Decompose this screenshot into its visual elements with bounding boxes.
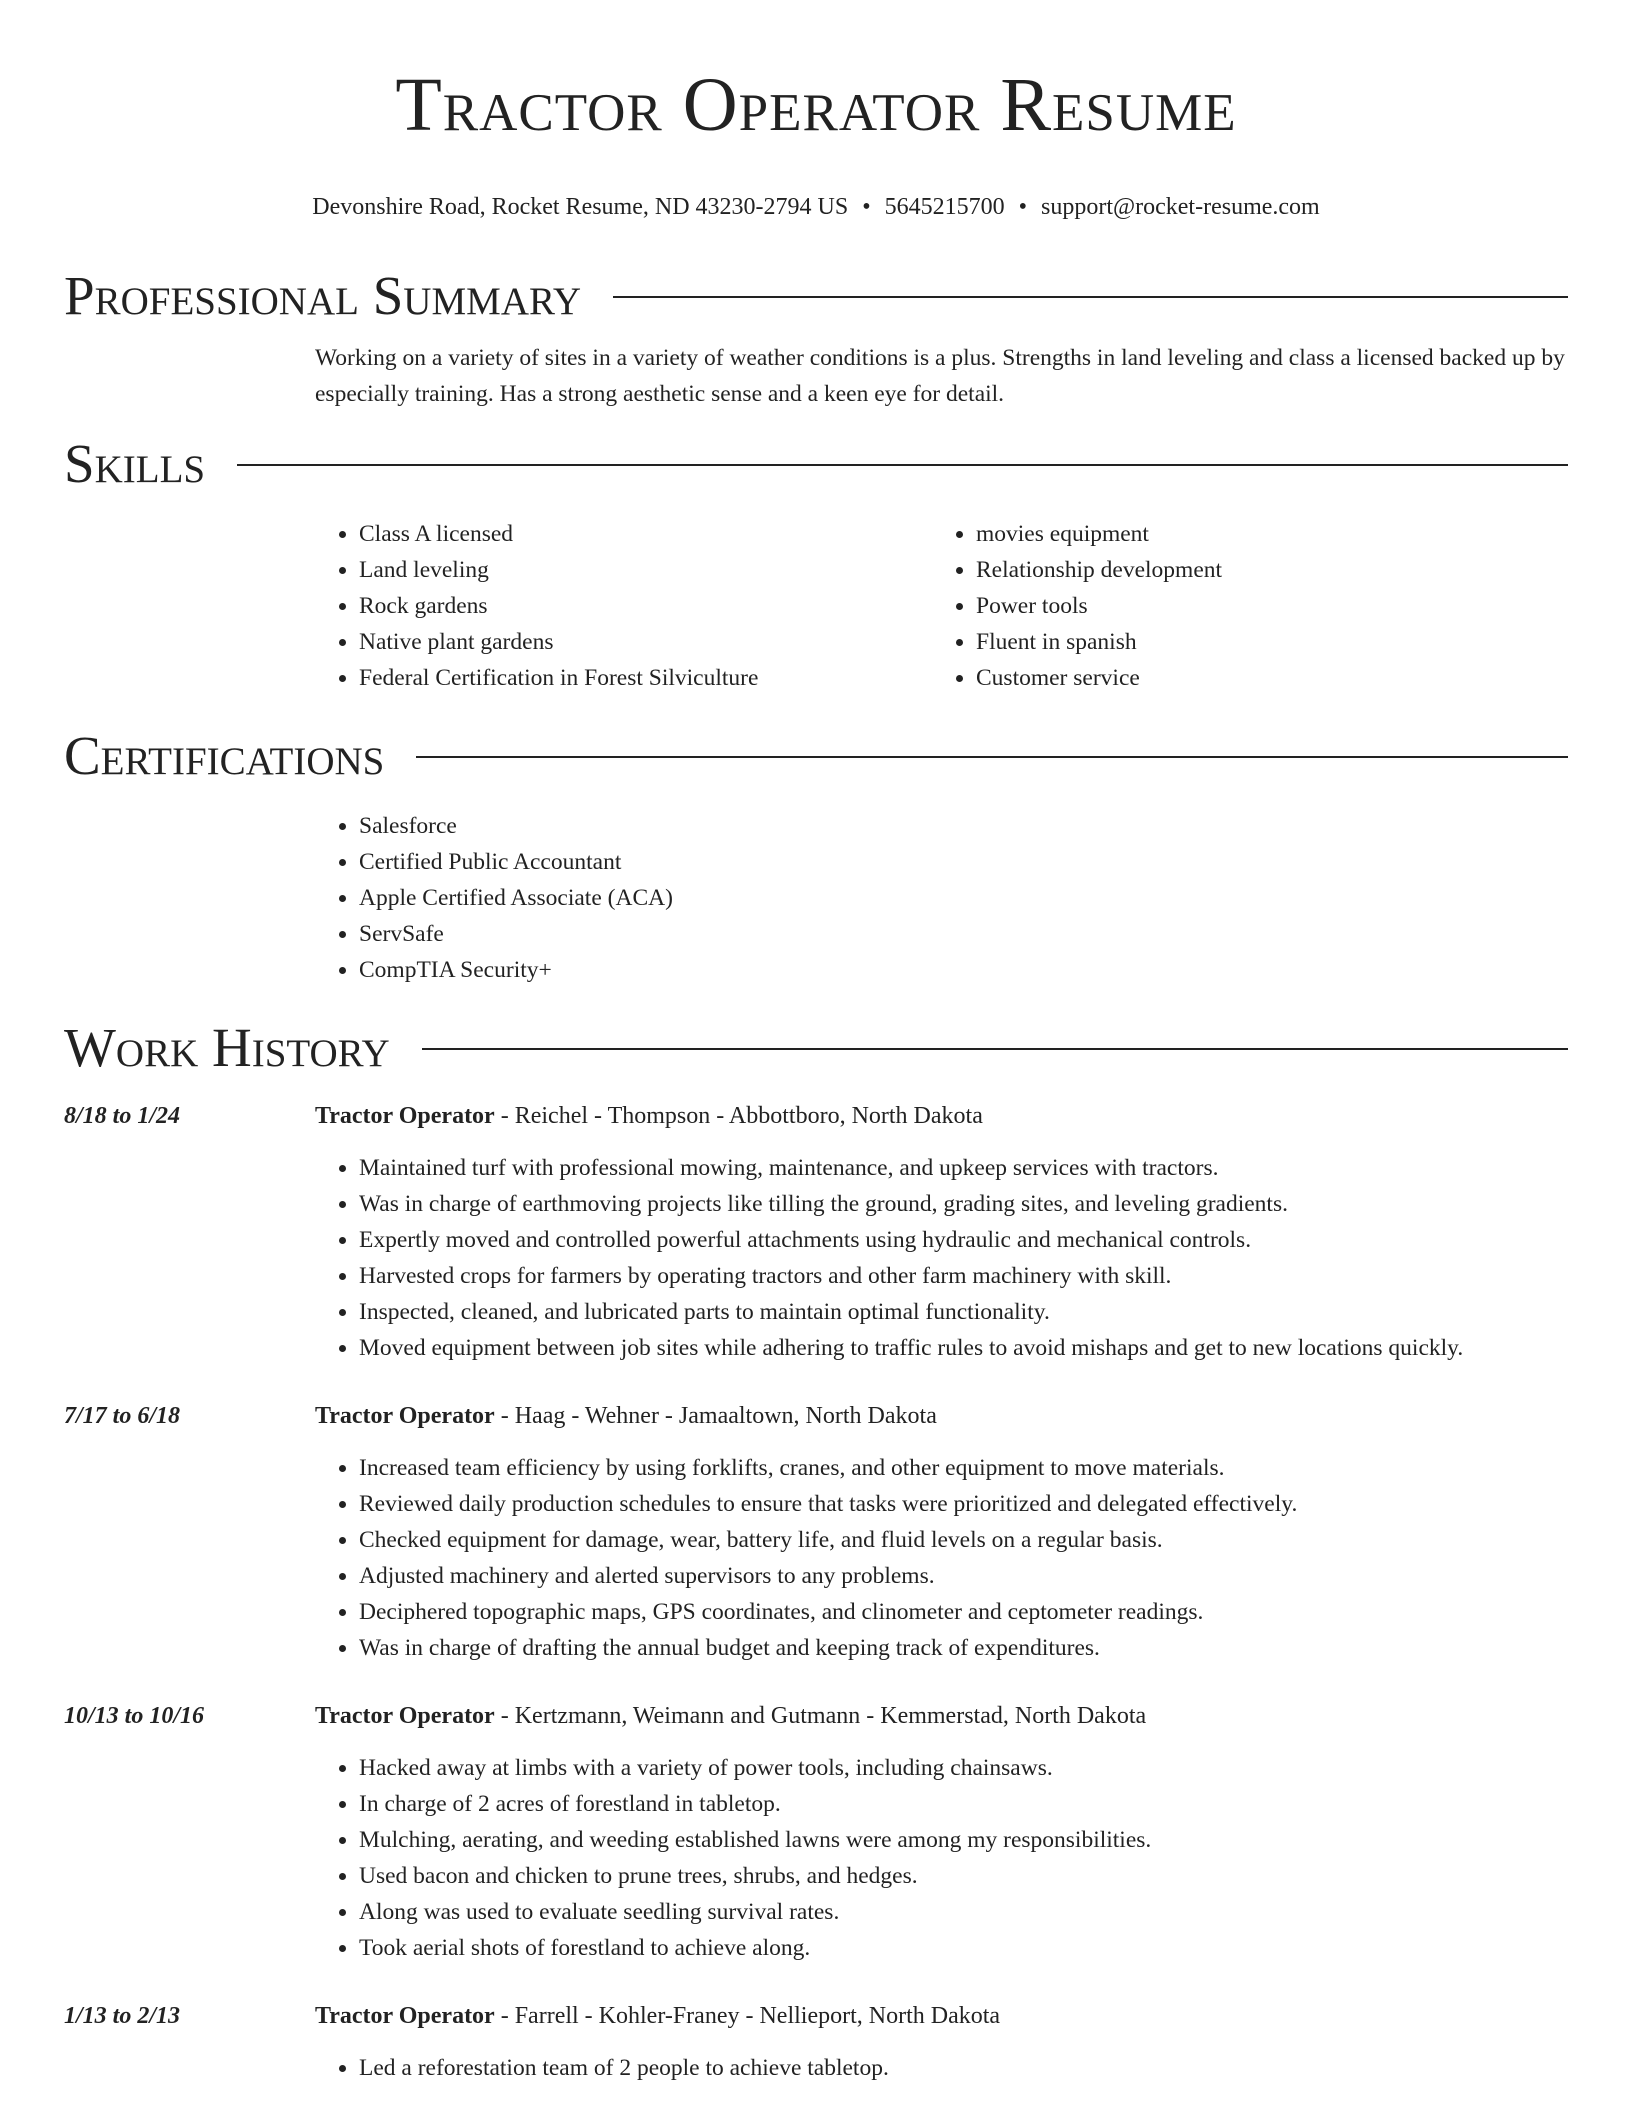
skills-column-left bbox=[315, 516, 932, 696]
summary-section bbox=[64, 266, 1568, 412]
job-bullet: • Along was used to evaluate seedling survival rates. bbox=[359, 1894, 1568, 1930]
certification-item: • Apple Certified Associate (ACA) bbox=[359, 880, 1568, 916]
certification-item: • CompTIA Security+ bbox=[359, 952, 1568, 988]
section-divider bbox=[613, 296, 1568, 298]
job-body bbox=[315, 1698, 1568, 1966]
job-entry bbox=[64, 1998, 1568, 2086]
certification-item: • Certified Public Accountant bbox=[359, 844, 1568, 880]
job-details: - Kertzmann, Weimann and Gutmann - Kemmerstad, North Dakota bbox=[494, 1703, 1147, 1729]
job-bullets bbox=[315, 1750, 1568, 1966]
work-history-title: Work History bbox=[64, 1017, 390, 1078]
job-bullet: • Expertly moved and controlled powerful attachments using hydraulic and mechanical controls. bbox=[359, 1222, 1568, 1258]
job-bullet: • Was in charge of drafting the annual budget and keeping track of expenditures. bbox=[359, 1630, 1568, 1666]
contact-phone: 5645215700 bbox=[884, 194, 1005, 220]
job-bullets bbox=[315, 1150, 1568, 1366]
job-body bbox=[315, 1098, 1568, 1366]
skill-item: • Relationship development bbox=[976, 552, 1549, 588]
job-entry bbox=[64, 1098, 1568, 1366]
job-entry bbox=[64, 1698, 1568, 1966]
job-header bbox=[315, 1698, 1568, 1734]
job-dates: 1/13 to 2/13 bbox=[64, 2003, 181, 2029]
job-bullet: • In charge of 2 acres of forestland in tabletop. bbox=[359, 1786, 1568, 1822]
contact-separator: • bbox=[862, 194, 871, 220]
job-bullet: • Inspected, cleaned, and lubricated parts to maintain optimal functionality. bbox=[359, 1294, 1568, 1330]
section-divider bbox=[422, 1048, 1568, 1050]
job-entry bbox=[64, 1398, 1568, 1666]
summary-text: Working on a variety of sites in a variety of weather conditions is a plus. Strengths in land leveling and class a licensed backed up by especially training. Has a strong aesthetic sense and a keen eye for detail. bbox=[315, 345, 1565, 407]
job-bullet: • Maintained turf with professional mowing, maintenance, and upkeep services with tractors. bbox=[359, 1150, 1568, 1186]
certifications-header bbox=[64, 726, 1568, 786]
job-list bbox=[64, 1098, 1568, 2086]
job-bullet: • Hacked away at limbs with a variety of power tools, including chainsaws. bbox=[359, 1750, 1568, 1786]
certifications-title: Certifications bbox=[64, 725, 385, 786]
skills-section bbox=[64, 434, 1568, 696]
job-bullet: • Reviewed daily production schedules to ensure that tasks were prioritized and delegated effectively. bbox=[359, 1486, 1568, 1522]
work-history-section bbox=[64, 1018, 1568, 2086]
job-header bbox=[315, 1998, 1568, 2034]
job-title: Tractor Operator bbox=[315, 1703, 495, 1729]
skill-item: • Class A licensed bbox=[359, 516, 932, 552]
skill-item: • Rock gardens bbox=[359, 588, 932, 624]
skill-item: • Native plant gardens bbox=[359, 624, 932, 660]
job-details: - Reichel - Thompson - Abbottboro, North Dakota bbox=[494, 1103, 983, 1129]
job-details: - Haag - Wehner - Jamaaltown, North Dakota bbox=[494, 1403, 937, 1429]
job-bullet: • Deciphered topographic maps, GPS coordinates, and clinometer and ceptometer readings. bbox=[359, 1594, 1568, 1630]
skill-item: • Fluent in spanish bbox=[976, 624, 1549, 660]
job-bullets bbox=[315, 2050, 1568, 2086]
job-dates: 7/17 to 6/18 bbox=[64, 1403, 181, 1429]
contact-address: Devonshire Road, Rocket Resume, ND 43230-2794 US bbox=[312, 194, 849, 220]
skills-column-right bbox=[932, 516, 1549, 696]
skill-item: • Customer service bbox=[976, 660, 1549, 696]
job-dates: 10/13 to 10/16 bbox=[64, 1703, 205, 1729]
certification-item: • Salesforce bbox=[359, 808, 1568, 844]
job-title: Tractor Operator bbox=[315, 2003, 495, 2029]
resume-title: Tractor Operator Resume bbox=[395, 63, 1237, 147]
section-divider bbox=[416, 756, 1568, 758]
job-bullets bbox=[315, 1450, 1568, 1666]
job-bullet: • Led a reforestation team of 2 people to achieve tabletop. bbox=[359, 2050, 1568, 2086]
certifications-section bbox=[64, 726, 1568, 988]
job-title: Tractor Operator bbox=[315, 1103, 495, 1129]
summary-header bbox=[64, 266, 1568, 326]
job-details: - Farrell - Kohler-Franey - Nellieport, North Dakota bbox=[494, 2003, 1001, 2029]
job-bullet: • Harvested crops for farmers by operating tractors and other farm machinery with skill. bbox=[359, 1258, 1568, 1294]
work-history-header bbox=[64, 1018, 1568, 1078]
contact-line bbox=[64, 192, 1568, 222]
job-body bbox=[315, 1998, 1568, 2086]
job-bullet: • Adjusted machinery and alerted supervisors to any problems. bbox=[359, 1558, 1568, 1594]
job-bullet: • Took aerial shots of forestland to achieve along. bbox=[359, 1930, 1568, 1966]
job-bullet: • Was in charge of earthmoving projects like tilling the ground, grading sites, and leveling gradients. bbox=[359, 1186, 1568, 1222]
job-bullet: • Checked equipment for damage, wear, battery life, and fluid levels on a regular basis. bbox=[359, 1522, 1568, 1558]
job-dates: 8/18 to 1/24 bbox=[64, 1103, 181, 1129]
skill-item: • Federal Certification in Forest Silviculture bbox=[359, 660, 932, 696]
contact-email: support@rocket-resume.com bbox=[1041, 194, 1320, 220]
contact-separator: • bbox=[1018, 194, 1028, 220]
certifications-list bbox=[315, 808, 1568, 988]
job-bullet: • Used bacon and chicken to prune trees, shrubs, and hedges. bbox=[359, 1858, 1568, 1894]
skill-item: • Power tools bbox=[976, 588, 1549, 624]
skills-title: Skills bbox=[64, 433, 206, 494]
certification-item: • ServSafe bbox=[359, 916, 1568, 952]
skills-header bbox=[64, 434, 1568, 494]
skill-item: • movies equipment bbox=[976, 516, 1549, 552]
section-divider bbox=[237, 464, 1568, 466]
job-bullet: • Increased team efficiency by using forklifts, cranes, and other equipment to move materials. bbox=[359, 1450, 1568, 1486]
job-body bbox=[315, 1398, 1568, 1666]
skills-list bbox=[315, 516, 1568, 696]
job-title: Tractor Operator bbox=[315, 1403, 495, 1429]
job-header bbox=[315, 1398, 1568, 1434]
job-bullet: • Moved equipment between job sites while adhering to traffic rules to avoid mishaps and get to new locations quickly. bbox=[359, 1330, 1568, 1366]
job-header bbox=[315, 1098, 1568, 1134]
summary-title: Professional Summary bbox=[64, 265, 582, 326]
job-bullet: • Mulching, aerating, and weeding established lawns were among my responsibilities. bbox=[359, 1822, 1568, 1858]
skill-item: • Land leveling bbox=[359, 552, 932, 588]
